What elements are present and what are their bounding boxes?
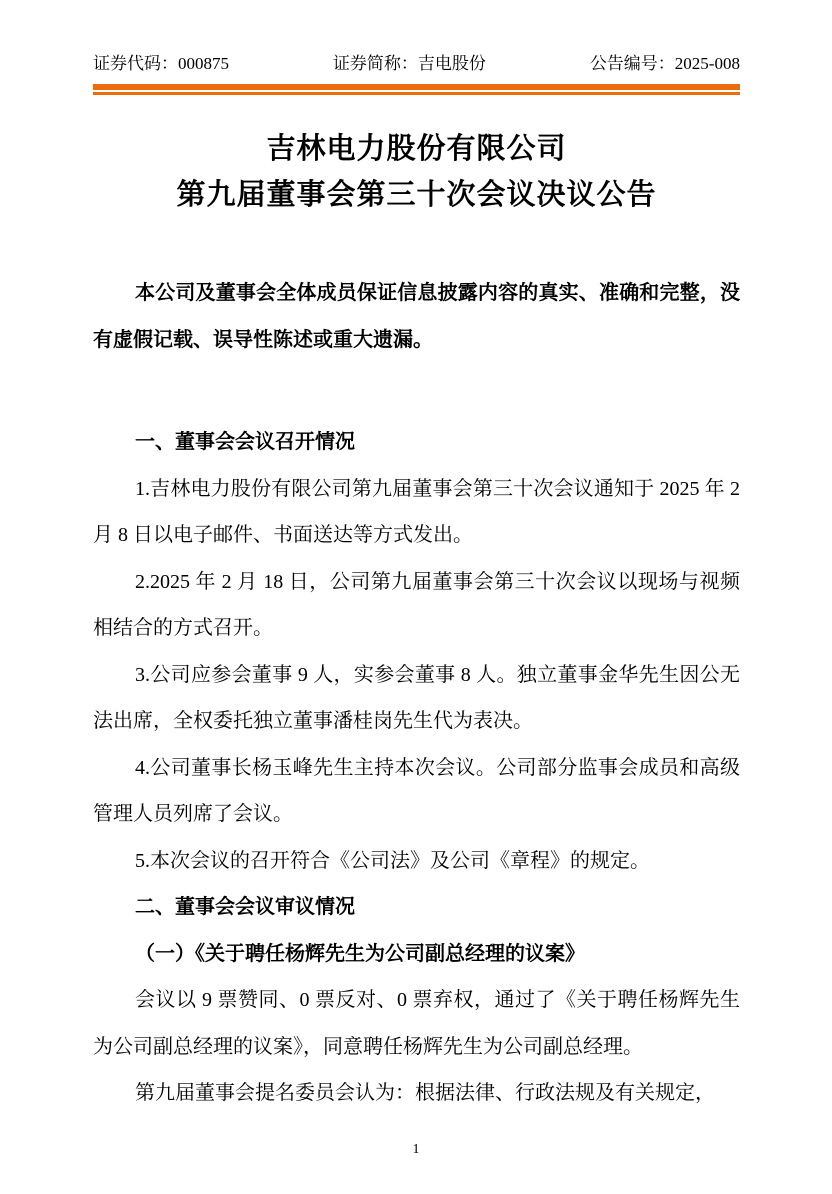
section-1-item-3: 3.公司应参会董事 9 人，实参会董事 8 人。独立董事金华先生因公无法出席，全权委托独立董事潘桂岗先生代为表决。 xyxy=(93,663,740,732)
section-2-heading: 二、董事会会议审议情况 xyxy=(135,896,355,918)
document-content xyxy=(0,53,832,1117)
page-footer xyxy=(0,1142,832,1158)
announcement-number-label: 公告编号：2025-008 xyxy=(589,54,740,73)
title-line-1: 吉林电力股份有限公司 xyxy=(266,133,567,165)
stock-short-name-label: 证券简称：吉电股份 xyxy=(332,54,486,73)
section-1-heading: 一、董事会会议召开情况 xyxy=(135,431,355,453)
header-divider-rule xyxy=(93,84,740,95)
section-1-item-1: 1.吉林电力股份有限公司第九届董事会第三十次会议通知于 2025 年 2 月 8 日以电子邮件、书面送达等方式发出。 xyxy=(93,477,740,546)
divider-thin-line xyxy=(93,92,740,95)
document-title xyxy=(93,126,740,218)
title-line-2: 第九届董事会第三十次会议决议公告 xyxy=(176,179,657,211)
proposal-1-opinion-paragraph: 第九届董事会提名委员会认为：根据法律、行政法规及有关规定， xyxy=(135,1082,715,1104)
section-1-item-2: 2.2025 年 2 月 18 日，公司第九届董事会第三十次会议以现场与视频相结合的方式召开。 xyxy=(93,570,740,639)
page-number: 1 xyxy=(412,1142,420,1157)
proposal-1-result-paragraph: 会议以 9 票赞同、0 票反对、0 票弃权，通过了《关于聘任杨辉先生为公司副总经理的议案》，同意聘任杨辉先生为公司副总经理。 xyxy=(93,989,740,1058)
section-1-item-4: 4.公司董事长杨玉峰先生主持本次会议。公司部分监事会成员和高级管理人员列席了会议。 xyxy=(93,756,740,825)
document-body xyxy=(93,270,740,1117)
disclaimer-paragraph: 本公司及董事会全体成员保证信息披露内容的真实、准确和完整，没有虚假记载、误导性陈述或重大遗漏。 xyxy=(93,282,740,351)
proposal-1-heading: （一）《关于聘任杨辉先生为公司副总经理的议案》 xyxy=(135,942,585,965)
document-header xyxy=(93,53,740,75)
section-1-item-5: 5.本次会议的召开符合《公司法》及公司《章程》的规定。 xyxy=(135,849,650,872)
stock-code-label: 证券代码：000875 xyxy=(93,54,229,73)
